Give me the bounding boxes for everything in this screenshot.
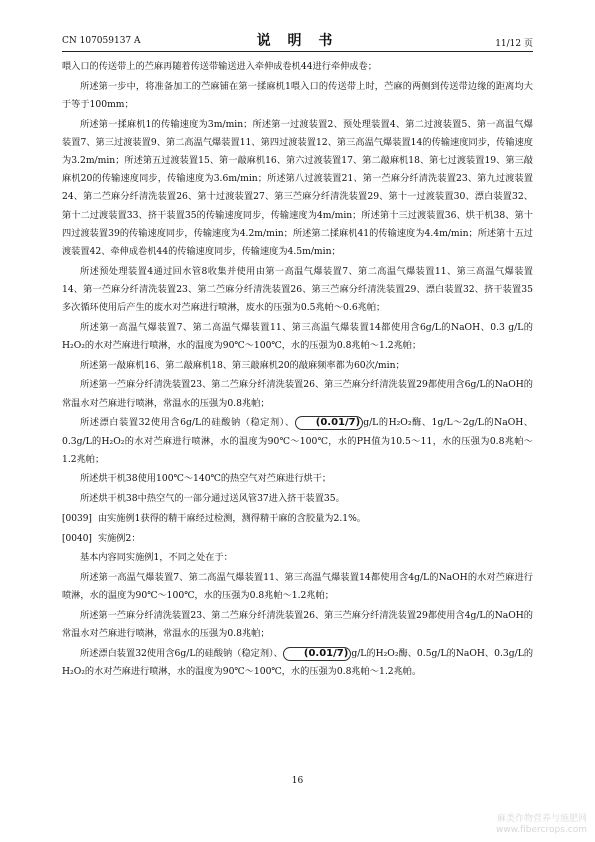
header-rule [62,51,533,52]
paragraph: 所述第一揉麻机1的传输速度为3m/min；所述第一过渡装置2、预处理装置4、第二过渡装置5、第一高温气爆装置7、第三过渡装置9、第二高温气爆装置11、第四过渡装置12、第三高温气爆装置14的传输速度同步，传输速度为3.2m/min；所述第五过渡装置15、第一敲麻机16、第六过渡装置17、第二敲麻机18、第七过渡装置19、第三敲麻机20的传输速度同步，传输速度为3.6m/min；所述第八过渡装置21、第一苎麻分纤清洗装置23、第九过渡装置24、第二苎麻分纤清洗装置26、第十过渡装置27、第三苎麻分纤清洗装置29、第十一过渡装置30、漂白装置32、第十二过渡装置33、挤干装置35的传输速度同步，传输速度为4m/min；所述第十三过渡装置36、烘干机38、第十四过渡装置39的传输速度同步，传输速度为4.2m/min；所述第二揉麻机41的传输速度为4.4m/min；所述第十五过渡装置42、牵伸成卷机44的传输速度同步，传输速度为4.5m/min； [62,118,533,258]
text-segment: g/L的H₂O₂酶、1g/L～2g/L的NaOH、0.3g/L的H₂O₂的水对苎麻进行喷淋，水的温度为90℃～100℃，水的PH值为10.5～11，水的压强为0.8兆帕～1.2兆帕； [62,417,533,465]
correction-stamp: (0.01/7) [295,416,363,430]
paragraph: 所述第一高温气爆装置7、第二高温气爆装置11、第三高温气爆装置14都使用含4g/L的NaOH的水对苎麻进行喷淋，水的温度为90℃～100℃，水的压强为0.8兆帕～1.2兆帕； [62,571,533,602]
paragraph: 所述第一苎麻分纤清洗装置23、第二苎麻分纤清洗装置26、第三苎麻分纤清洗装置29都使用含6g/L的NaOH的常温水对苎麻进行喷淋，常温水的压强为0.8兆帕； [62,379,533,409]
numbered-paragraph [62,530,533,548]
text-segment: 所述漂白装置32使用含6g/L的硅酸钠（稳定剂）、 [80,417,295,429]
watermark [496,814,587,836]
paragraph: 所述预处理装置4通过回水管8收集并使用由第一高温气爆装置7、第二高温气爆装置11、第三高温气爆装置14、第一苎麻分纤清洗装置23、第二苎麻分纤清洗装置26、第三苎麻分纤清洗装置29、漂白装置32、挤干装置35多次循环使用后产生的废水对苎麻进行喷淋，废水的压强为0.5兆帕～0.6兆帕； [62,265,533,314]
watermark-line: www.fibercrops.com [496,825,587,835]
document-title: 说 明 书 [256,33,339,49]
paragraph: 所述烘干机38使用100℃～140℃的热空气对苎麻进行烘干； [80,473,332,485]
paragraph: 所述第一苎麻分纤清洗装置23、第二苎麻分纤清洗装置26、第三苎麻分纤清洗装置29都使用含4g/L的NaOH的常温水对苎麻进行喷淋，常温水的压强为0.8兆帕； [62,609,533,640]
paragraph: 所述第一高温气爆装置7、第二高温气爆装置11、第三高温气爆装置14都使用含6g/L的NaOH、0.3 g/L的H₂O₂的水对苎麻进行喷淋，水的温度为90℃～100℃，水的压强为0.8兆帕～1.2兆帕； [62,321,533,352]
text-segment: 所述漂白装置32使用含6g/L的硅酸钠（稳定剂）、 [80,647,283,659]
patent-number: CN 107059137 A [62,36,141,46]
page-number: 16 [291,776,304,786]
page-header [62,30,533,50]
paragraph: 所述第一敲麻机16、第二敲麻机18、第三敲麻机20的敲麻频率都为60次/min； [80,359,405,371]
text-segment: g/L的H₂O₂酶、0.5g/L的NaOH、0.3g/L的H₂O₂的水对苎麻进行喷淋，水的温度为90℃～100℃，水的压强为0.8兆帕～1.2兆帕。 [62,647,534,677]
correction-stamp: (0.01/7) [283,647,351,661]
paragraph-bleach-2 [62,645,533,681]
paragraph-text: 实施例2： [97,532,141,544]
paragraph-text: 由实施例1获得的精干麻经过检测，测得精干麻的含胶量为2.1%。 [97,512,366,524]
paragraph: 所述烘干机38中热空气的一部分通过送风管37进入挤干装置35。 [80,493,345,505]
paragraph: 所述第一步中，将准备加工的苎麻铺在第一揉麻机1喂入口的传送带上时，苎麻的两侧到传送带边缘的距离均大于等于100mm； [62,80,533,110]
document-body [62,58,533,683]
paragraph: 喂入口的传送带上的苎麻再随着传送带输送进入牵伸成卷机44进行牵伸成卷； [62,61,377,72]
watermark-line: 麻类作物营养与施肥网 [496,814,587,824]
paragraph-number: [0040] [62,533,92,544]
paragraph-bleach-1 [62,414,533,469]
paragraph-number: [0039] [62,513,92,524]
paragraph: 基本内容同实施例1，不同之处在于： [80,552,233,564]
numbered-paragraph [62,510,533,528]
page-info: 11/12 页 [495,39,533,49]
